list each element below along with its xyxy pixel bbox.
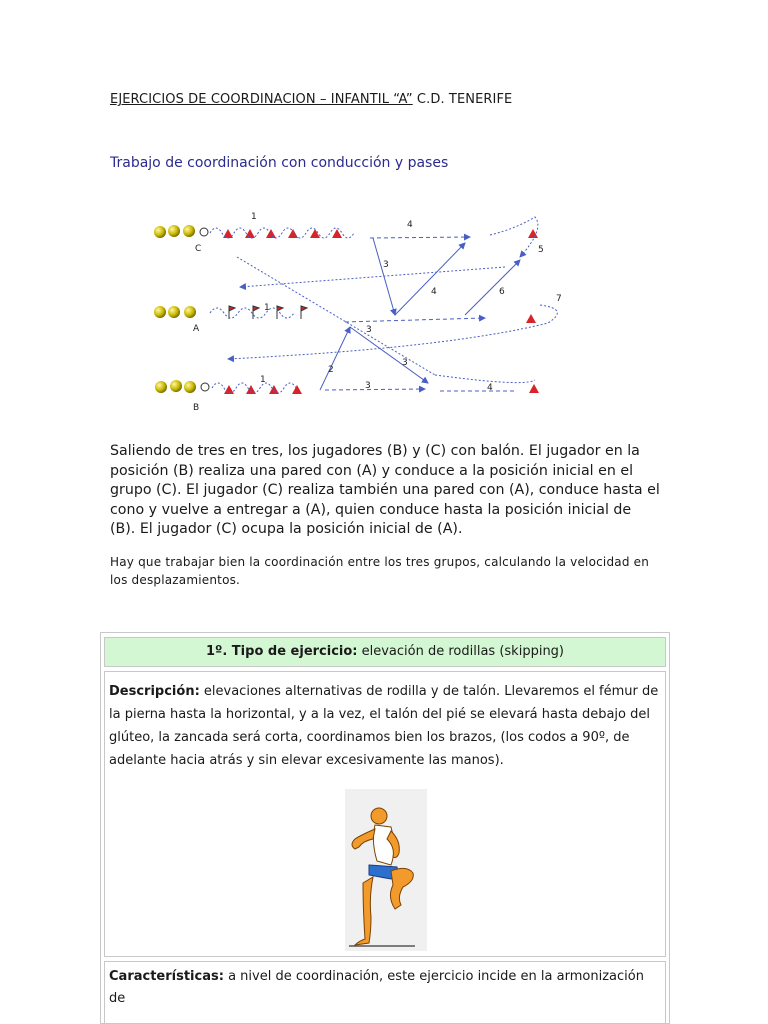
path-number: 5 (538, 245, 544, 255)
exercise-title-cell (104, 637, 666, 667)
exercise-type-label: 1º. Tipo de ejercicio: (205, 644, 358, 659)
path-number: 3 (383, 260, 389, 270)
path-number: 4 (431, 287, 437, 297)
drill-note: Hay que trabajar bien la coordinación entre los tres grupos, calculando la velocidad en los desplazamientos. (110, 555, 650, 587)
cones-row-b (224, 385, 302, 394)
heading-title: EJERCICIOS DE COORDINACION – INFANTIL “A” (110, 92, 413, 107)
path-number: 6 (499, 287, 505, 297)
path-number: 3 (402, 358, 408, 368)
description-label: Descripción: (109, 684, 200, 699)
heading-club: C.D. TENERIFE (412, 92, 513, 107)
group-a-players (154, 306, 196, 318)
group-c-players (154, 225, 208, 238)
path-number: 4 (487, 383, 493, 393)
path-number: 4 (407, 220, 413, 230)
characteristics-label: Características: (109, 969, 224, 984)
drill-description: Saliendo de tres en tres, los jugadores (B) y (C) con balón. El jugador en la posición (B) realiza una pared con (A) y conduce a la posición inicial en el grupo (C). El jugador (C) realiza también una pared con (A), conduce hasta el cono y vuelve a entregar a (A), quien conduce hasta la posición inicial de (B). El jugador (C) ocupa la posición inicial de (A). (110, 443, 660, 537)
path-number: 7 (556, 294, 562, 304)
document-heading (110, 92, 512, 107)
skipping-runner-illustration (345, 789, 427, 951)
cones-row-c (223, 229, 342, 238)
coordination-drill-diagram (145, 205, 585, 420)
section-title: Trabajo de coordinación con conducción y pases (110, 155, 449, 171)
label-a: A (193, 324, 200, 334)
path-number: 3 (365, 381, 371, 391)
description-text: elevaciones alternativas de rodilla y de talón. Llevaremos el fémur de la pierna hasta la horizontal, y a la vez, el talón del pié se elevará hasta debajo del glúteo, la zancada será corta, coordinamos bien los brazos, (los codos a 90º, de adelante hacia atrás y sin elevar excesivamente las manos). (109, 684, 659, 768)
path-number: 1 (264, 303, 270, 313)
group-b-players (155, 380, 209, 393)
path-number: 2 (328, 365, 334, 375)
characteristics-text: a nivel de coordinación, este ejercicio incide en la armonización de (109, 969, 644, 1006)
path-number: 3 (366, 325, 372, 335)
label-b: B (193, 403, 200, 413)
exercise-description-cell (104, 671, 666, 957)
path-number: 1 (251, 212, 257, 222)
exercise-characteristics-cell (104, 961, 666, 1024)
movement-arrows (228, 217, 557, 391)
label-c: C (195, 244, 202, 254)
exercise-type-value: elevación de rodillas (skipping) (357, 644, 565, 659)
path-number: 1 (260, 375, 266, 385)
exercise-table (100, 632, 670, 1024)
